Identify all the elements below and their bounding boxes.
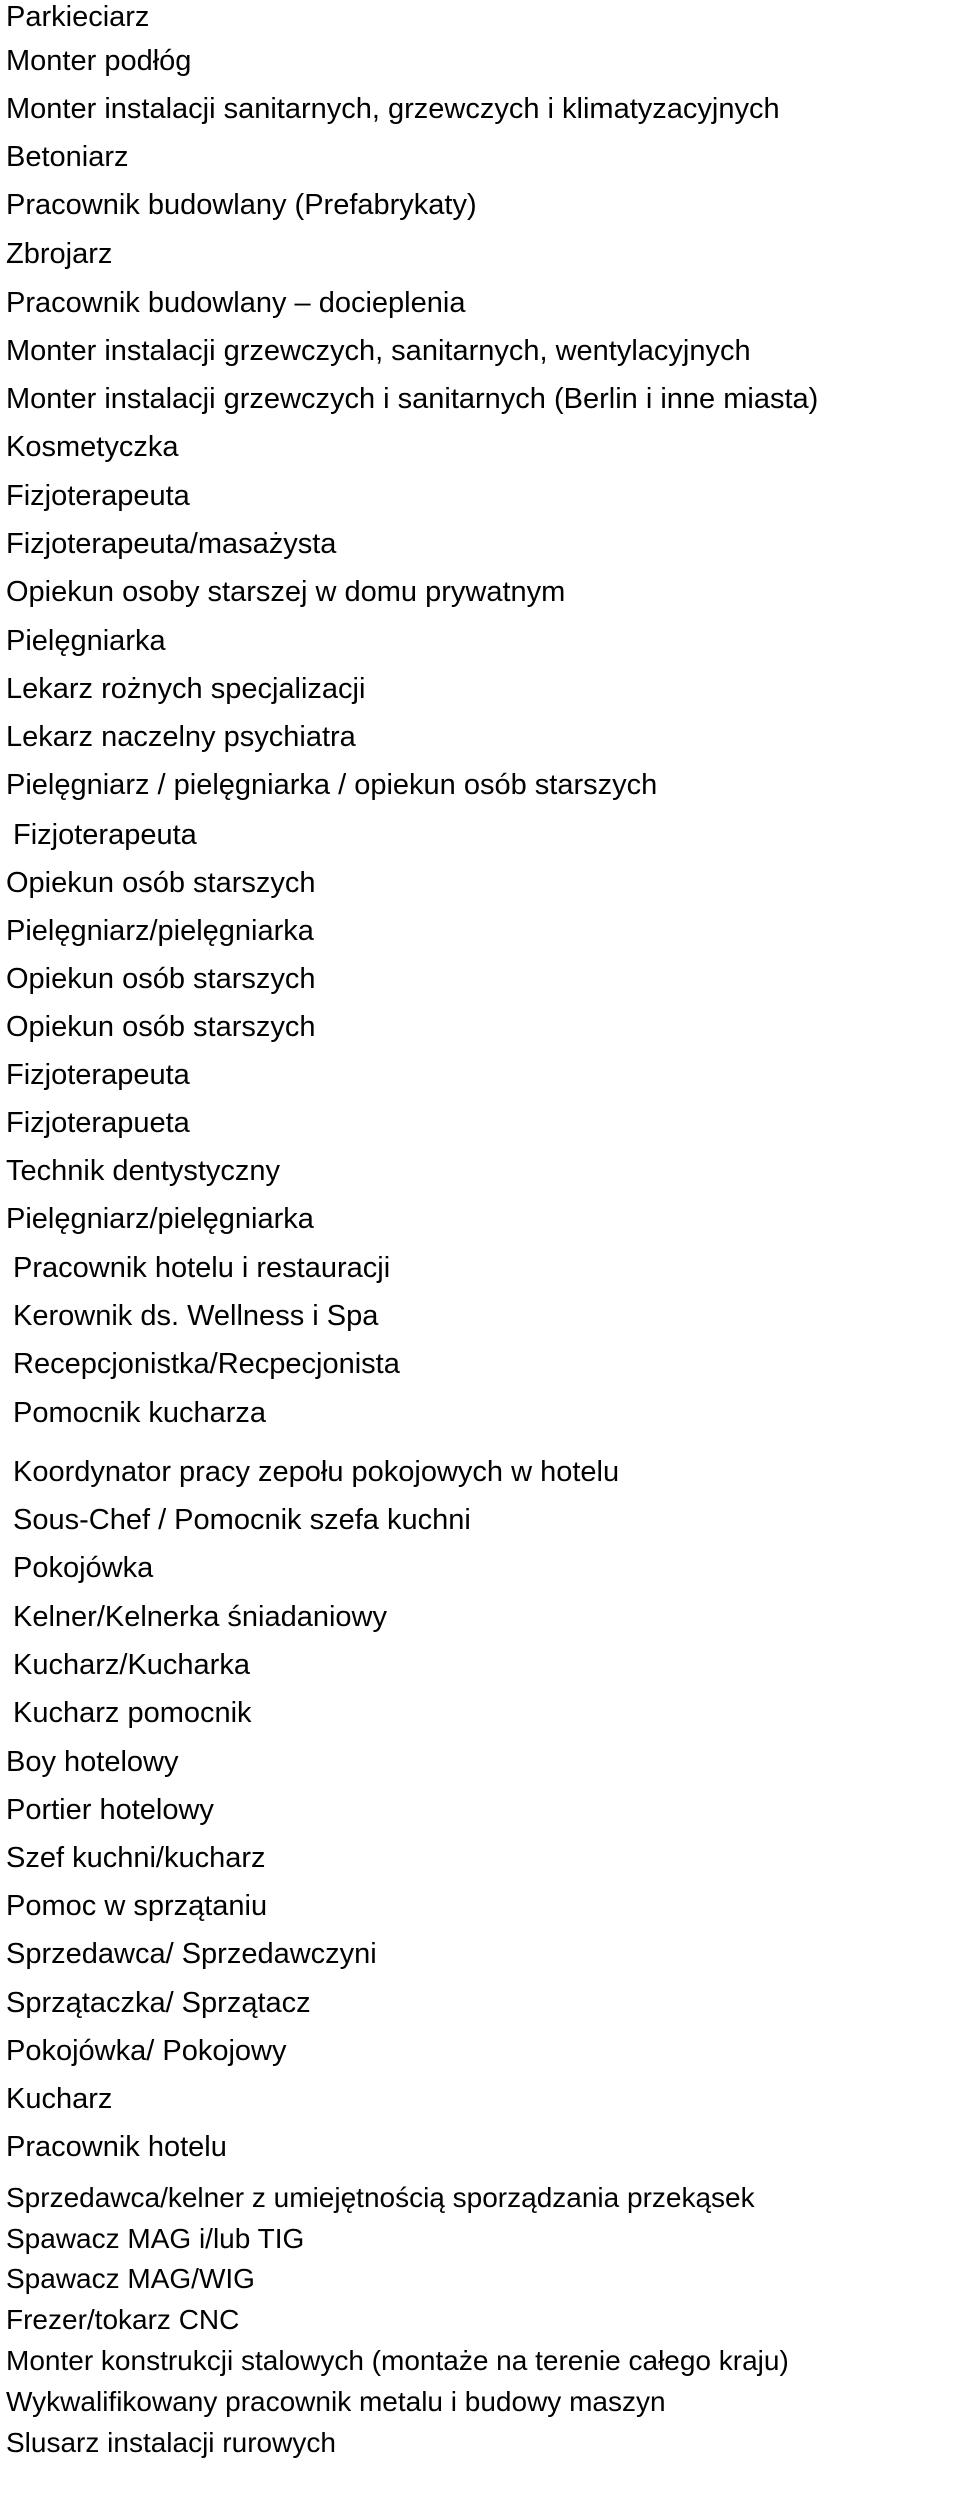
job-title-line: Pracownik hotelu i restauracji [13, 1252, 391, 1284]
job-title-line: Fizjoterapeuta [13, 819, 197, 851]
job-title-line: Spawacz MAG i/lub TIG [6, 2223, 305, 2254]
job-title-line: Pielęgniarz / pielęgniarka / opiekun osób starszych [6, 769, 658, 801]
job-title-line: Kerownik ds. Wellness i Spa [13, 1300, 379, 1332]
job-title-line: Slusarz instalacji rurowych [6, 2427, 336, 2458]
job-title-line: Sprzątaczka/ Sprzątacz [6, 1987, 311, 2019]
job-title-line: Fizjoterapueta [6, 1107, 190, 1139]
job-title-line: Pokojówka [13, 1552, 154, 1584]
job-title-line: Kelner/Kelnerka śniadaniowy [13, 1601, 387, 1633]
job-title-line: Monter instalacji grzewczych, sanitarnych, wentylacyjnych [6, 335, 751, 367]
job-title-line: Pielęgniarka [6, 625, 166, 657]
job-title-line: Parkieciarz [6, 1, 150, 33]
job-title-line: Kosmetyczka [6, 431, 179, 463]
job-title-line: Lekarz rożnych specjalizacji [6, 673, 366, 705]
job-title-line: Szef kuchni/kucharz [6, 1842, 266, 1874]
job-title-line: Pokojówka/ Pokojowy [6, 2035, 287, 2067]
job-title-line: Sous-Chef / Pomocnik szefa kuchni [13, 1504, 471, 1536]
job-title-line: Technik dentystyczny [6, 1155, 281, 1187]
job-title-line: Opiekun osób starszych [6, 1011, 316, 1043]
job-title-line: Opiekun osób starszych [6, 867, 316, 899]
job-title-line: Sprzedawca/kelner z umiejętnością sporządzania przekąsek [6, 2182, 755, 2213]
job-title-line: Fizjoterapeuta [6, 480, 190, 512]
job-title-line: Portier hotelowy [6, 1794, 214, 1826]
job-title-line: Opiekun osoby starszej w domu prywatnym [6, 576, 566, 608]
job-title-line: Frezer/tokarz CNC [6, 2304, 240, 2335]
job-title-line: Spawacz MAG/WIG [6, 2263, 255, 2294]
job-title-line: Recepcjonistka/Recpecjonista [13, 1348, 400, 1380]
job-title-line: Koordynator pracy zepołu pokojowych w hotelu [13, 1456, 620, 1488]
job-title-line: Wykwalifikowany pracownik metalu i budowy maszyn [6, 2386, 666, 2417]
job-title-line: Pracownik budowlany (Prefabrykaty) [6, 189, 477, 221]
job-title-line: Monter konstrukcji stalowych (montaże na terenie całego kraju) [6, 2345, 789, 2376]
job-title-line: Pielęgniarz/pielęgniarka [6, 1203, 314, 1235]
job-title-line: Lekarz naczelny psychiatra [6, 721, 356, 753]
job-title-line: Monter instalacji grzewczych i sanitarnych (Berlin i inne miasta) [6, 383, 819, 415]
job-title-line: Opiekun osób starszych [6, 963, 316, 995]
job-title-line: Boy hotelowy [6, 1746, 179, 1778]
job-title-line: Monter podłóg [6, 45, 192, 77]
job-title-line: Sprzedawca/ Sprzedawczyni [6, 1938, 377, 1970]
job-title-line: Pomoc w sprzątaniu [6, 1890, 268, 1922]
job-title-line: Kucharz/Kucharka [13, 1649, 250, 1681]
job-title-line: Pomocnik kucharza [13, 1397, 267, 1429]
job-title-line: Fizjoterapeuta/masażysta [6, 528, 337, 560]
job-title-line: Zbrojarz [6, 238, 113, 270]
job-title-line: Fizjoterapeuta [6, 1059, 190, 1091]
job-title-line: Pracownik budowlany – docieplenia [6, 287, 466, 319]
job-title-line: Pielęgniarz/pielęgniarka [6, 915, 314, 947]
job-title-line: Monter instalacji sanitarnych, grzewczych i klimatyzacyjnych [6, 93, 780, 125]
job-title-line: Betoniarz [6, 141, 129, 173]
job-title-line: Kucharz [6, 2083, 113, 2115]
job-title-line: Kucharz pomocnik [13, 1697, 252, 1729]
job-title-line: Pracownik hotelu [6, 2131, 227, 2163]
